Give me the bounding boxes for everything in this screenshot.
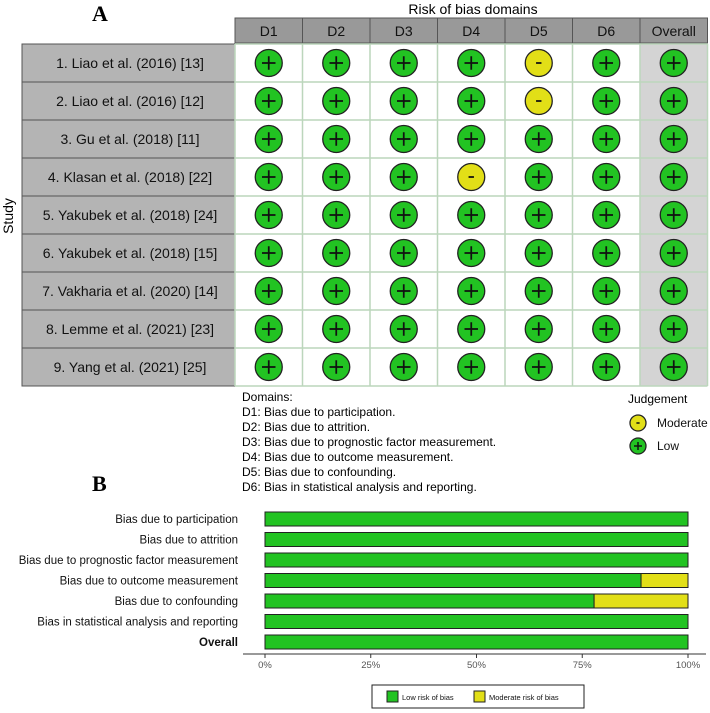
study-label: 8. Lemme et al. (2021) [23]	[45, 321, 215, 337]
category-label: Overall	[199, 637, 238, 649]
judgement-low-icon	[660, 202, 687, 229]
summary-category-labels	[19, 514, 239, 649]
judgement-low-icon	[525, 278, 552, 305]
header-label-d5: D5	[529, 23, 548, 39]
judgement-low-icon	[323, 278, 350, 305]
legend-label-low-risk-of-bias: Low risk of bias	[402, 693, 454, 702]
panel-a-header-title: Risk of bias domains	[408, 1, 538, 17]
category-label: Bias due to confounding	[114, 596, 238, 608]
panel-b-label: B	[92, 471, 107, 496]
legend-swatch-moderate-risk-of-bias	[474, 691, 485, 702]
study-label: 9. Yang et al. (2021) [25]	[53, 359, 207, 375]
bar-low-risk-of-bias	[265, 553, 688, 567]
study-label: 2. Liao et al. (2016) [12]	[56, 93, 204, 109]
panel-b-summary-plot	[19, 471, 706, 708]
judgement-low-icon	[458, 126, 485, 153]
panel-a-traffic-light-plot	[0, 1, 708, 494]
judgement-low-icon	[390, 240, 417, 267]
summary-legend	[372, 685, 584, 708]
category-label: Bias due to prognostic factor measurement	[18, 555, 238, 567]
judgement-low-icon	[593, 240, 620, 267]
judgement-low-icon	[255, 354, 282, 381]
study-label: 4. Klasan et al. (2018) [22]	[47, 169, 213, 185]
bar-low-risk-of-bias	[265, 533, 688, 547]
judgement-low-icon	[390, 88, 417, 115]
judgement-low-icon	[660, 278, 687, 305]
judgement-low-icon	[525, 240, 552, 267]
bar-moderate-risk-of-bias	[594, 594, 688, 608]
x-axis-tick-label: 25%	[361, 660, 381, 671]
judgement-low-icon	[323, 164, 350, 191]
panel-a-y-axis-label: Study	[0, 198, 16, 234]
judgement-low-icon	[593, 354, 620, 381]
category-label: Bias due to attrition	[139, 534, 238, 547]
judgement-low-icon	[255, 278, 282, 305]
judgement-low-icon	[323, 316, 350, 343]
judgement-low-icon	[660, 164, 687, 191]
judgement-low-icon	[390, 50, 417, 77]
judgement-low-icon	[458, 278, 485, 305]
judgement-low-icon	[255, 164, 282, 191]
judgement-low-icon	[458, 240, 485, 267]
legend-label-moderate-risk-of-bias: Moderate risk of bias	[489, 693, 559, 702]
judgement-low-icon	[660, 316, 687, 343]
bar-low-risk-of-bias	[265, 594, 594, 608]
judgement-low-icon	[660, 126, 687, 153]
bar-low-risk-of-bias	[265, 635, 688, 649]
domains-title: Domains:	[242, 390, 293, 404]
bar-moderate-risk-of-bias	[641, 574, 688, 588]
judgement-low-icon	[323, 240, 350, 267]
category-label: Bias in statistical analysis and reporting	[37, 616, 238, 629]
legend-low-icon	[630, 438, 646, 454]
study-label: 6. Yakubek et al. (2018) [15]	[42, 245, 218, 261]
judgement-low-icon	[255, 316, 282, 343]
judgement-low-icon	[660, 354, 687, 381]
domain-description-d2: D2: Bias due to attrition.	[242, 420, 371, 434]
judgement-low-icon	[593, 202, 620, 229]
judgement-low-icon	[458, 50, 485, 77]
category-label: Bias due to outcome measurement	[59, 575, 238, 588]
judgement-low-icon	[255, 126, 282, 153]
judgement-low-icon	[390, 202, 417, 229]
x-axis-tick-label: 75%	[572, 660, 592, 671]
bar-low-risk-of-bias	[265, 615, 688, 629]
judgement-legend-items	[630, 415, 708, 454]
header-label-d6: D6	[597, 23, 616, 39]
judgement-low-icon	[390, 354, 417, 381]
study-label: 1. Liao et al. (2016) [13]	[56, 55, 204, 71]
panel-a-label: A	[92, 1, 108, 26]
domains-description-box	[242, 390, 496, 494]
judgement-low-icon	[323, 354, 350, 381]
judgement-low-icon	[390, 164, 417, 191]
bar-low-risk-of-bias	[265, 512, 688, 526]
judgement-moderate-icon	[458, 164, 485, 191]
legend-moderate-label: Moderate	[657, 416, 708, 430]
header-label-d2: D2	[327, 23, 346, 39]
judgement-legend	[628, 392, 708, 454]
judgement-low-icon	[458, 354, 485, 381]
legend-moderate-icon	[630, 415, 646, 431]
study-label: 3. Gu et al. (2018) [11]	[60, 131, 200, 147]
domain-description-d4: D4: Bias due to outcome measurement.	[242, 450, 454, 464]
legend-swatch-low-risk-of-bias	[387, 691, 398, 702]
x-axis-tick-label: 50%	[466, 660, 487, 671]
judgement-low-icon	[660, 88, 687, 115]
judgement-low-icon	[593, 126, 620, 153]
judgement-low-icon	[593, 88, 620, 115]
judgement-low-icon	[458, 88, 485, 115]
header-label-d3: D3	[394, 23, 413, 39]
header-label-d1: D1	[259, 23, 278, 39]
judgement-low-icon	[390, 316, 417, 343]
domain-header-row	[235, 18, 708, 43]
domain-description-d5: D5: Bias due to confounding.	[242, 465, 397, 479]
summary-x-axis	[243, 654, 706, 671]
judgement-low-icon	[660, 240, 687, 267]
judgement-legend-title: Judgement	[628, 392, 688, 406]
judgement-low-icon	[593, 50, 620, 77]
summary-bars	[265, 512, 688, 649]
judgement-low-icon	[390, 126, 417, 153]
judgement-low-icon	[593, 164, 620, 191]
x-axis-tick-label: 0%	[258, 660, 272, 671]
judgement-low-icon	[525, 164, 552, 191]
study-label: 7. Vakharia et al. (2020) [14]	[42, 283, 218, 299]
header-label-overall: Overall	[651, 23, 696, 39]
judgement-moderate-icon	[525, 50, 552, 77]
judgement-low-icon	[458, 316, 485, 343]
study-row-labels	[22, 44, 235, 386]
judgement-low-icon	[255, 202, 282, 229]
judgement-low-icon	[525, 354, 552, 381]
judgement-low-icon	[593, 278, 620, 305]
judgement-low-icon	[458, 202, 485, 229]
judgement-low-icon	[323, 126, 350, 153]
judgement-low-icon	[390, 278, 417, 305]
domain-description-d3: D3: Bias due to prognostic factor measurement.	[242, 435, 497, 449]
study-label: 5. Yakubek et al. (2018) [24]	[42, 207, 218, 223]
x-axis-tick-label: 100%	[675, 660, 701, 671]
judgement-low-icon	[255, 88, 282, 115]
judgement-low-icon	[660, 50, 687, 77]
judgement-low-icon	[323, 50, 350, 77]
judgement-low-icon	[323, 202, 350, 229]
judgement-low-icon	[323, 88, 350, 115]
judgement-low-icon	[255, 50, 282, 77]
domain-description-d6: D6: Bias in statistical analysis and reporting.	[242, 480, 477, 494]
header-label-d4: D4	[462, 23, 481, 39]
domain-description-d1: D1: Bias due to participation.	[242, 405, 396, 419]
judgement-low-icon	[525, 316, 552, 343]
judgement-low-icon	[525, 202, 552, 229]
judgement-low-icon	[255, 240, 282, 267]
judgement-low-icon	[593, 316, 620, 343]
category-label: Bias due to participation	[115, 514, 238, 526]
judgement-low-icon	[525, 126, 552, 153]
bar-low-risk-of-bias	[265, 574, 641, 588]
judgement-moderate-icon	[525, 88, 552, 115]
legend-low-label: Low	[657, 439, 680, 453]
